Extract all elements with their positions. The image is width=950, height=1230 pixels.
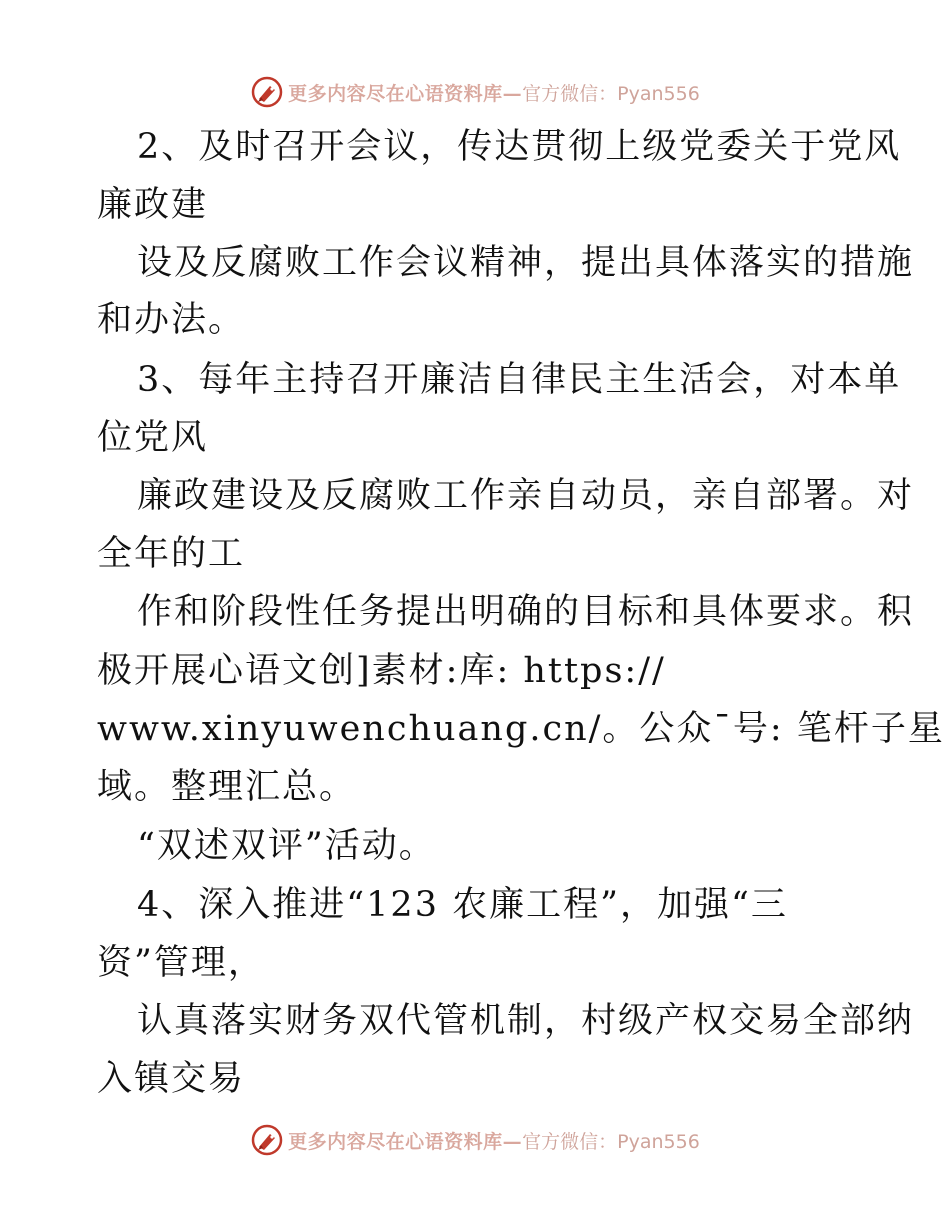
text-line: 作和阶段性任务提出明确的目标和具体要求。积 <box>137 592 915 632</box>
text-line: 认真落实财务双代管机制，村级产权交易全部纳 <box>137 1001 915 1041</box>
text-line: 2、及时召开会议，传达贯彻上级党委关于党风 <box>137 127 902 167</box>
header-banner <box>0 72 950 112</box>
text-line: 4、深入推进“123 农廉工程”，加强“三 <box>137 885 788 925</box>
text-line: 和办法。 <box>97 300 246 340</box>
text-line: 入镇交易 <box>97 1059 246 1099</box>
text-line: www.xinyuwenchuang.cn/。公众¯号: 笔杆子星 <box>97 709 945 749</box>
pen-nib-logo-icon <box>250 75 284 109</box>
text-line: 域。整理汇总。 <box>97 767 357 807</box>
text-line: “双述双评”活动。 <box>137 826 436 866</box>
text-line: 3、每年主持召开廉洁自律民主生活会，对本单 <box>137 360 902 400</box>
footer-banner <box>0 1120 950 1160</box>
text-line: 位党风 <box>97 418 209 458</box>
text-line: 廉政建设及反腐败工作亲自动员，亲自部署。对 <box>137 476 915 516</box>
text-line: 设及反腐败工作会议精神，提出具体落实的措施 <box>137 243 915 283</box>
text-line: 资”管理， <box>97 943 265 983</box>
text-line: 廉政建 <box>97 185 209 225</box>
text-line: 极开展心语文创]素材:库: https:// <box>97 651 666 691</box>
banner-wechat: 官方微信：Pyan556 <box>522 1130 700 1153</box>
text-line: 全年的工 <box>97 534 246 574</box>
pen-nib-logo-icon <box>250 1123 284 1157</box>
banner-slogan: 更多内容尽在心语资料库— <box>288 82 523 105</box>
banner-wechat: 官方微信：Pyan556 <box>522 82 700 105</box>
banner-slogan: 更多内容尽在心语资料库— <box>288 1130 523 1153</box>
